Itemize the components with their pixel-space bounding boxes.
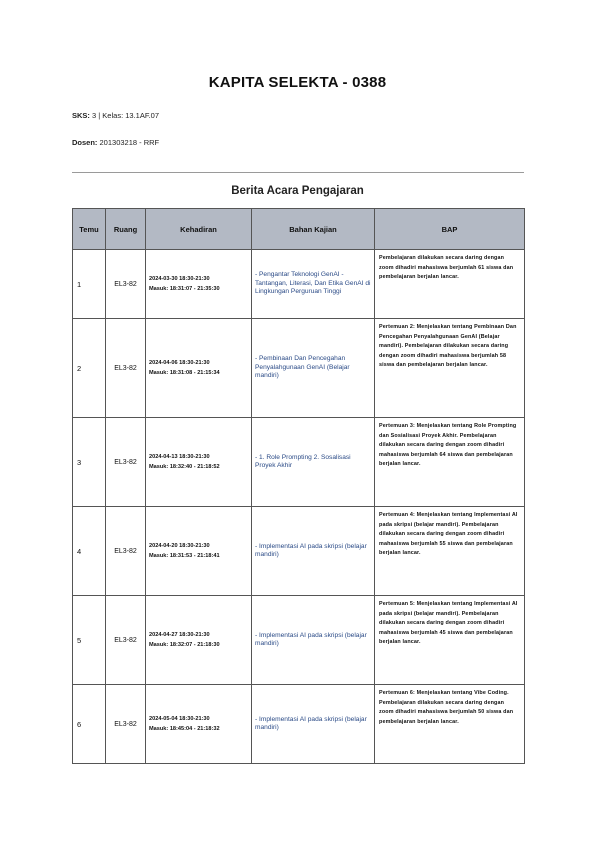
check-in-time: Masuk: 18:45:04 - 21:18:32: [149, 726, 220, 732]
bahan-kajian-cell: - Pembinaan Dan Pencegahan Penyalahgunaan GenAI (Belajar mandiri): [252, 319, 375, 418]
kehadiran-cell: [146, 596, 252, 685]
table-header-row: [73, 209, 525, 250]
temu-cell: 3: [73, 418, 106, 507]
table-row: [73, 250, 525, 319]
table-row: [73, 418, 525, 507]
bahan-kajian-cell: - Implementasi AI pada skripsi (belajar mandiri): [252, 507, 375, 596]
bahan-kajian-cell: - Implementasi AI pada skripsi (belajar mandiri): [252, 685, 375, 764]
temu-cell: 1: [73, 250, 106, 319]
temu-cell: 6: [73, 685, 106, 764]
divider: [72, 172, 524, 173]
kehadiran-cell: [146, 685, 252, 764]
table-row: [73, 596, 525, 685]
header-kehadiran: Kehadiran: [146, 209, 252, 250]
kehadiran-cell: [146, 507, 252, 596]
sks-value: 3 | Kelas: 13.1AF.07: [92, 111, 160, 120]
attendance-table: [72, 208, 525, 764]
header-bap: BAP: [375, 209, 525, 250]
ruang-cell: EL3-82: [106, 418, 146, 507]
check-in-time: Masuk: 18:31:53 - 21:18:41: [149, 553, 220, 559]
section-title: Berita Acara Pengajaran: [231, 185, 364, 197]
check-in-time: Masuk: 18:31:07 - 21:35:30: [149, 286, 220, 292]
kehadiran-cell: [146, 319, 252, 418]
lecturer-info: [72, 138, 159, 147]
bahan-kajian-cell: - Implementasi AI pada skripsi (belajar mandiri): [252, 596, 375, 685]
temu-cell: 5: [73, 596, 106, 685]
bap-cell: Pertemuan 2: Menjelaskan tentang Pembinaan Dan Pencegahan Penyalahgunaan GenAI (Belajar mandiri). Pembelajaran dilakukan secara daring dengan zoom dihadiri mahasiswa berjumlah 58 siswa dan pembelajaran berjalan lancar.: [375, 319, 525, 418]
schedule-time: 2024-04-20 18:30-21:30: [149, 543, 210, 549]
ruang-cell: EL3-82: [106, 596, 146, 685]
ruang-cell: EL3-82: [106, 685, 146, 764]
page-title: KAPITA SELEKTA - 0388: [208, 74, 387, 91]
bap-cell: Pertemuan 3: Menjelaskan tentang Role Prompting dan Sosialisasi Proyek Akhir. Pembelajaran dilakukan secara daring dengan zoom dihadiri mahasiswa berjumlah 64 siswa dan pembelajaran berjalan lancar.: [375, 418, 525, 507]
course-info: [72, 111, 159, 120]
temu-cell: 4: [73, 507, 106, 596]
check-in-time: Masuk: 18:32:07 - 21:18:30: [149, 642, 220, 648]
temu-cell: 2: [73, 319, 106, 418]
schedule-time: 2024-04-13 18:30-21:30: [149, 454, 210, 460]
table-row: [73, 319, 525, 418]
schedule-time: 2024-05-04 18:30-21:30: [149, 716, 210, 722]
dosen-value: 201303218 - RRF: [99, 138, 160, 147]
header-bahan-kajian: Bahan Kajian: [252, 209, 375, 250]
ruang-cell: EL3-82: [106, 507, 146, 596]
kehadiran-cell: [146, 250, 252, 319]
check-in-time: Masuk: 18:32:40 - 21:18:52: [149, 464, 220, 470]
dosen-label: Dosen:: [72, 138, 98, 147]
table-row: [73, 685, 525, 764]
bap-cell: Pertemuan 4: Menjelaskan tentang Implementasi AI pada skripsi (belajar mandiri). Pembelajaran dilakukan secara daring dengan zoom dihadiri mahasiswa berjumlah 55 siswa dan pembelajaran berjalan lancar.: [375, 507, 525, 596]
header-ruang: Ruang: [106, 209, 146, 250]
bap-cell: Pertemuan 5: Menjelaskan tentang Implementasi AI pada skripsi (belajar mandiri). Pembelajaran dilakukan secara daring dengan zoom dihadiri mahasiswa berjumlah 45 siswa dan pembelajaran berjalan lancar.: [375, 596, 525, 685]
bap-cell: Pertemuan 6: Menjelaskan tentang Vibe Coding. Pembelajaran dilakukan secara daring dengan zoom dihadiri mahasiswa berjumlah 50 siswa dan pembelajaran berjalan lancar.: [375, 685, 525, 764]
schedule-time: 2024-04-06 18:30-21:30: [149, 360, 210, 366]
schedule-time: 2024-03-30 18:30-21:30: [149, 276, 210, 282]
kehadiran-cell: [146, 418, 252, 507]
bahan-kajian-cell: - Pengantar Teknologi GenAI - Tantangan, Literasi, Dan Etika GenAI di Lingkungan Perguruan Tinggi: [252, 250, 375, 319]
schedule-time: 2024-04-27 18:30-21:30: [149, 632, 210, 638]
header-temu: Temu: [73, 209, 106, 250]
bahan-kajian-cell: - 1. Role Prompting 2. Sosalisasi Proyek Akhir: [252, 418, 375, 507]
bap-cell: Pembelajaran dilakukan secara daring dengan zoom dihadiri mahasiswa berjumlah 61 siswa dan pembelajaran berjalan lancar.: [375, 250, 525, 319]
sks-label: SKS:: [72, 111, 90, 120]
check-in-time: Masuk: 18:31:08 - 21:15:34: [149, 370, 220, 376]
ruang-cell: EL3-82: [106, 250, 146, 319]
ruang-cell: EL3-82: [106, 319, 146, 418]
table-row: [73, 507, 525, 596]
